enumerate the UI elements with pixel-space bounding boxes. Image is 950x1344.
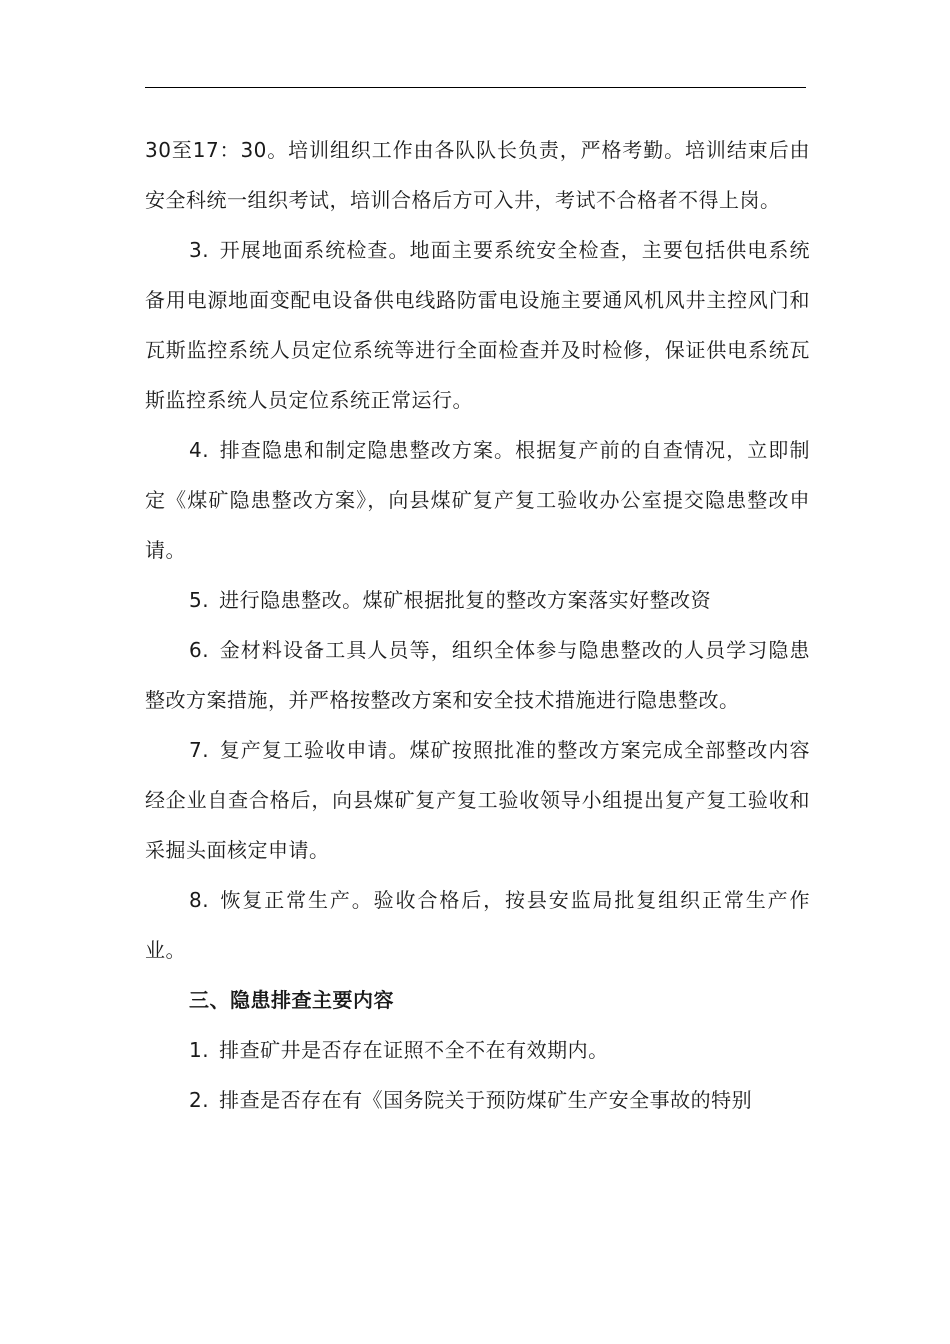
paragraph-item-6	[145, 625, 810, 725]
item-text: 恢复正常生产。验收合格后，按县安监局批复组织正常生产作业。	[145, 888, 810, 962]
item-number: 2.	[189, 1088, 210, 1112]
item-text: 金材料设备工具人员等，组织全体参与隐患整改的人员学习隐患整改方案措施，并严格按整改方案和安全技术措施进行隐患整改。	[145, 638, 810, 712]
item-text: 排查隐患和制定隐患整改方案。根据复产前的自查情况，立即制定《煤矿隐患整改方案》，向县煤矿复产复工验收办公室提交隐患整改申请。	[145, 438, 810, 562]
item-number: 1.	[189, 1038, 210, 1062]
item-text: 开展地面系统检查。地面主要系统安全检查，主要包括供电系统备用电源地面变配电设备供电线路防雷电设施主要通风机风井主控风门和瓦斯监控系统人员定位系统等进行全面检查并及时检修，保证供电系统瓦斯监控系统人员定位系统正常运行。	[145, 238, 810, 412]
item-number: 8.	[189, 888, 210, 912]
item-number: 6.	[189, 638, 210, 662]
item-text: 进行隐患整改。煤矿根据批复的整改方案落实好整改资	[219, 588, 712, 612]
section-heading: 三、隐患排查主要内容	[189, 988, 394, 1012]
item-number: 7.	[189, 738, 210, 762]
item-number: 5.	[189, 588, 210, 612]
item-text: 复产复工验收申请。煤矿按照批准的整改方案完成全部整改内容经企业自查合格后，向县煤矿复产复工验收领导小组提出复产复工验收和采掘头面核定申请。	[145, 738, 810, 862]
paragraph-item-4	[145, 425, 810, 575]
item-number: 4.	[189, 438, 210, 462]
item-text: 排查矿井是否存在证照不全不在有效期内。	[219, 1038, 609, 1062]
paragraph-training-continued: 30至17：30。培训组织工作由各队队长负责，严格考勤。培训结束后由安全科统一组织考试，培训合格后方可入井，考试不合格者不得上岗。	[145, 138, 810, 212]
paragraph-item-3	[145, 225, 810, 425]
document-body	[145, 125, 810, 1125]
paragraph-item-5	[145, 575, 810, 625]
item-number: 3.	[189, 238, 210, 262]
item-text: 排查是否存在有《国务院关于预防煤矿生产安全事故的特别	[219, 1088, 753, 1112]
paragraph-section3-item-2	[145, 1075, 810, 1125]
paragraph-item-8	[145, 875, 810, 975]
paragraph-section3-item-1	[145, 1025, 810, 1075]
paragraph-item-7	[145, 725, 810, 875]
header-rule	[145, 87, 806, 88]
